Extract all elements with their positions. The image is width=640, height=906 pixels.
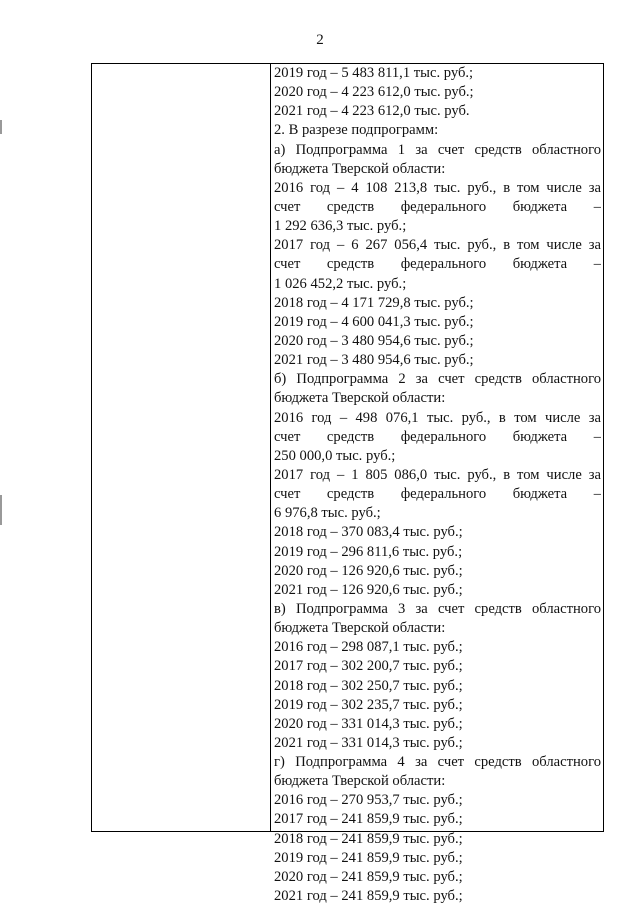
text-line: 2018 год – 370 083,4 тыс. руб.; [274,524,463,541]
text-line: 2021 год – 331 014,3 тыс. руб.; [274,734,463,751]
text-line: 2020 год – 4 223 612,0 тыс. руб.; [274,84,474,101]
text-line: 2018 год – 4 171 729,8 тыс. руб.; [274,294,474,311]
text-line: бюджета Тверской области: [274,390,446,407]
text-line: 2021 год – 126 920,6 тыс. руб.; [274,581,463,598]
text-line: 2019 год – 296 811,6 тыс. руб.; [274,543,463,560]
scan-edge-mark [0,120,2,134]
text-line: 2017 год – 6 267 056,4 тыс. руб., в том числе за [274,237,601,254]
text-line: 2016 год – 270 953,7 тыс. руб.; [274,792,463,809]
text-line: 2016 год – 298 087,1 тыс. руб.; [274,639,463,656]
scan-edge-mark [0,495,2,525]
text-line: 2020 год – 241 859,9 тыс. руб.; [274,868,463,885]
text-line: 2020 год – 126 920,6 тыс. руб.; [274,562,463,579]
text-line: счет средств федерального бюджета – [274,256,601,273]
text-line: 2017 год – 241 859,9 тыс. руб.; [274,811,463,828]
page-number: 2 [316,32,324,48]
text-line: 250 000,0 тыс. руб.; [274,447,396,464]
text-line: 2021 год – 4 223 612,0 тыс. руб. [274,103,470,120]
text-line: счет средств федерального бюджета – [274,428,601,445]
text-line: счет средств федерального бюджета – [274,198,601,215]
text-line: 2019 год – 241 859,9 тыс. руб.; [274,849,463,866]
text-line: а) Подпрограмма 1 за счет средств областного [274,141,601,158]
text-line: 2019 год – 302 235,7 тыс. руб.; [274,696,463,713]
text-line: 2018 год – 241 859,9 тыс. руб.; [274,830,463,847]
text-line: бюджета Тверской области: [274,160,446,177]
text-line: 2018 год – 302 250,7 тыс. руб.; [274,677,463,694]
text-line: 1 292 636,3 тыс. руб.; [274,218,407,235]
text-line: 2021 год – 3 480 954,6 тыс. руб.; [274,352,474,369]
text-line: 2017 год – 302 200,7 тыс. руб.; [274,658,463,675]
text-line: в) Подпрограмма 3 за счет средств областного [274,600,601,617]
text-line: б) Подпрограмма 2 за счет средств областного [274,371,601,388]
text-line: г) Подпрограмма 4 за счет средств областного [274,754,601,771]
text-line: счет средств федерального бюджета – [274,486,601,503]
text-line: бюджета Тверской области: [274,620,446,637]
text-line: 2019 год – 5 483 811,1 тыс. руб.; [274,65,474,81]
document-table [91,63,604,905]
text-line: 2019 год – 4 600 041,3 тыс. руб.; [274,313,474,330]
table-right-cell [270,64,604,905]
text-line: бюджета Тверской области: [274,773,446,790]
table-left-cell [91,64,271,831]
text-line: 2021 год – 241 859,9 тыс. руб.; [274,888,463,905]
text-line: 2. В разрезе подпрограмм: [274,122,439,139]
text-line: 2020 год – 3 480 954,6 тыс. руб.; [274,332,474,349]
text-line: 6 976,8 тыс. руб.; [274,505,381,522]
text-line: 1 026 452,2 тыс. руб.; [274,275,407,292]
text-line: 2020 год – 331 014,3 тыс. руб.; [274,715,463,732]
text-line: 2016 год – 498 076,1 тыс. руб., в том числе за [274,409,601,426]
text-line: 2016 год – 4 108 213,8 тыс. руб., в том числе за [274,179,601,196]
text-line: 2017 год – 1 805 086,0 тыс. руб., в том числе за [274,466,601,483]
